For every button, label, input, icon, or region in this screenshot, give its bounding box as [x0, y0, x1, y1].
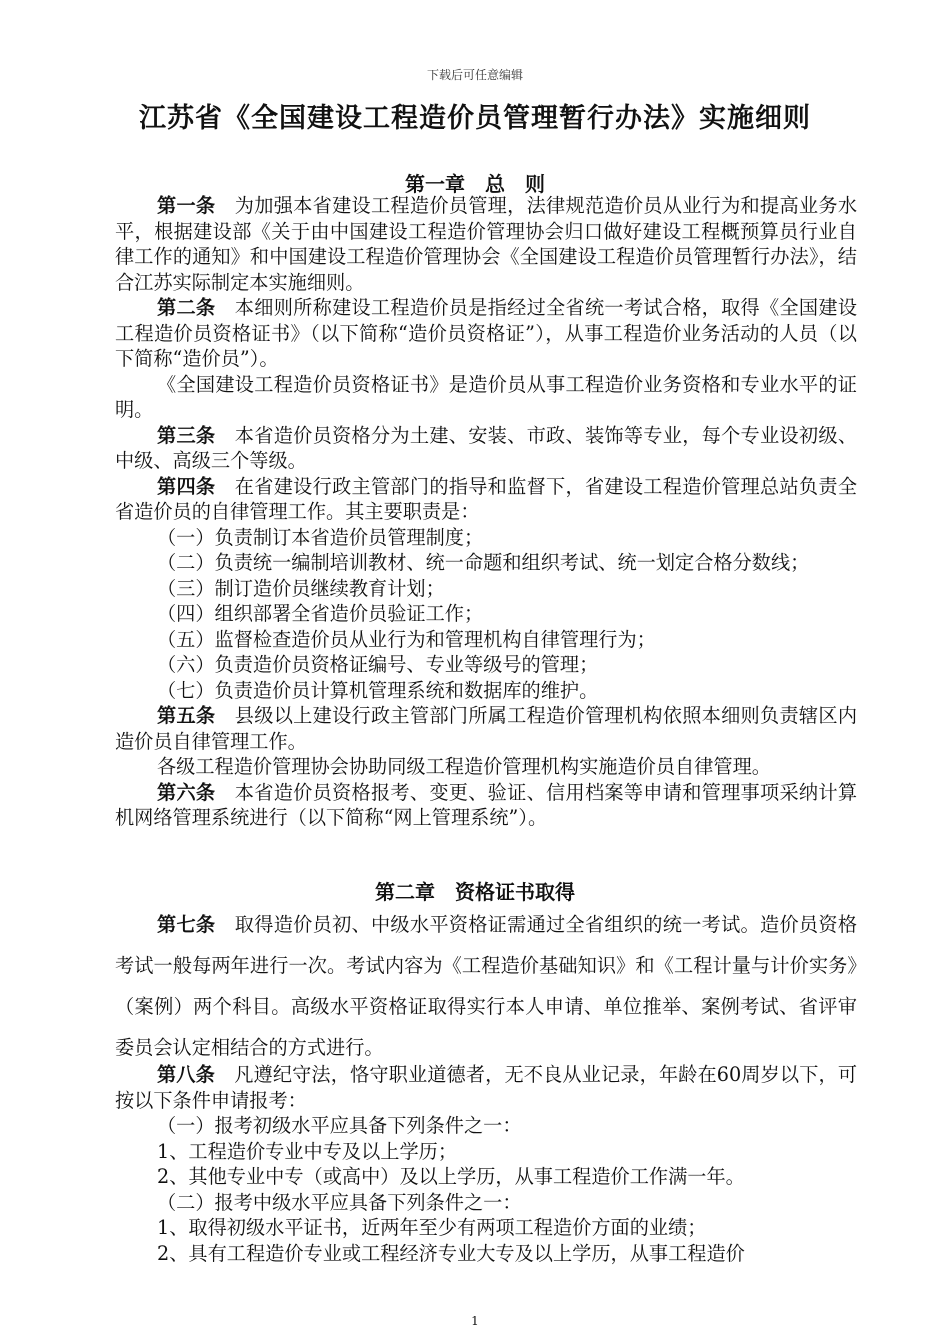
article-label: 第五条 [157, 704, 216, 727]
list-item: （一）负责制订本省造价员管理制度； [157, 525, 484, 549]
chapter-2-heading: 第二章 资格证书取得 [375, 880, 575, 904]
article-text: 本省造价员资格报考、变更、验证、信用档案等申请和管理事项采纳计算机网络管理系统进行（以下简称“网上管理系统”）。 [115, 780, 858, 829]
list-item: （二）负责统一编制培训教材、统一命题和组织考试、统一划定合格分数线； [157, 551, 810, 574]
article-label: 第七条 [157, 913, 216, 936]
sub-heading: （二）报考中级水平应具备下列条件之一： [157, 1190, 522, 1214]
article-7-block [115, 904, 857, 1068]
list-item: 1、取得初级水平证书，近两年至少有两项工程造价方面的业绩； [157, 1216, 707, 1239]
article-text: 本细则所称建设工程造价员是指经过全省统一考试合格，取得《全国建设工程造价员资格证书》（以下简称“造价员资格证”），从事工程造价业务活动的人员（以下简称“造价员”）。 [115, 296, 858, 370]
article-2-paragraph: 《全国建设工程造价员资格证书》是造价员从事工程造价业务资格和专业水平的证明。 [115, 372, 857, 421]
document-title: 江苏省《全国建设工程造价员管理暂行办法》实施细则 [139, 103, 811, 134]
list-item: （六）负责造价员资格证编号、专业等级号的管理； [157, 653, 599, 676]
article-2 [115, 295, 857, 372]
page-number: 1 [471, 1314, 479, 1328]
article-label: 第六条 [157, 780, 216, 804]
list-item: 2、具有工程造价专业或工程经济专业大专及以上学历，从事工程造价 [157, 1241, 745, 1265]
article-text: 本省造价员资格分为土建、安装、市政、装饰等专业，每个专业设初级、中级、高级三个等级。 [115, 423, 858, 472]
article-text: 取得造价员初、中级水平资格证需通过全省组织的统一考试。造价员资格考试一般每两年进行一次。考试内容为《工程造价基础知识》和《工程计量与计价实务》（案例）两个科目。高级水平资格证取得实行本人申请、单位推举、案例考试、省评审委员会认定相结合的方式进行。 [115, 913, 858, 1059]
article-5-paragraph: 各级工程造价管理协会协助同级工程造价管理机构实施造价员自律管理。 [157, 755, 771, 778]
article-3 [115, 423, 857, 474]
article-5 [115, 703, 857, 754]
article-text: 县级以上建设行政主管部门所属工程造价管理机构依照本细则负责辖区内造价员自律管理工作。 [115, 704, 858, 753]
article-8-block [115, 1062, 857, 1266]
article-label: 第四条 [157, 474, 216, 498]
article-6 [115, 780, 857, 831]
article-7 [115, 904, 857, 1068]
article-text: 凡遵纪守法，恪守职业道德者，无不良从业记录，年龄在60周岁以下，可按以下条件申请报考： [115, 1063, 858, 1112]
article-label: 第二条 [157, 296, 216, 319]
chapter-1-body [115, 193, 857, 831]
article-4 [115, 474, 857, 525]
article-text: 在省建设行政主管部门的指导和监督下，省建设工程造价管理总站负责全省造价员的自律管理工作。其主要职责是： [115, 474, 858, 523]
article-label: 第一条 [157, 194, 216, 217]
article-text: 为加强本省建设工程造价员管理，法律规范造价员从业行为和提高业务水平，根据建设部《关于由中国建设工程造价管理协会归口做好建设工程概预算员行业自律工作的通知》和中国建设工程造价管理协会《全国建设工程造价员管理暂行办法》，结合江苏实际制定本实施细则。 [115, 194, 858, 294]
list-item: （三）制订造价员继续教育计划； [157, 576, 445, 600]
list-item: （七）负责造价员计算机管理系统和数据库的维护。 [157, 678, 599, 702]
list-item: 1、工程造价专业中专及以上学历； [157, 1139, 458, 1163]
header-note: 下载后可任意编辑 [426, 68, 523, 82]
list-item: 2、其他专业中专（或高中）及以上学历，从事工程造价工作满一年。 [157, 1165, 745, 1188]
list-item: （四）组织部署全省造价员验证工作； [157, 602, 484, 625]
article-label: 第三条 [157, 423, 216, 447]
chapter-1-heading: 第一章 总 则 [405, 172, 545, 196]
article-1 [115, 193, 857, 295]
sub-heading: （一）报考初级水平应具备下列条件之一： [157, 1114, 522, 1137]
list-item: （五）监督检查造价员从业行为和管理机构自律管理行为； [157, 627, 656, 651]
article-label: 第八条 [157, 1063, 215, 1086]
article-8 [115, 1062, 857, 1113]
